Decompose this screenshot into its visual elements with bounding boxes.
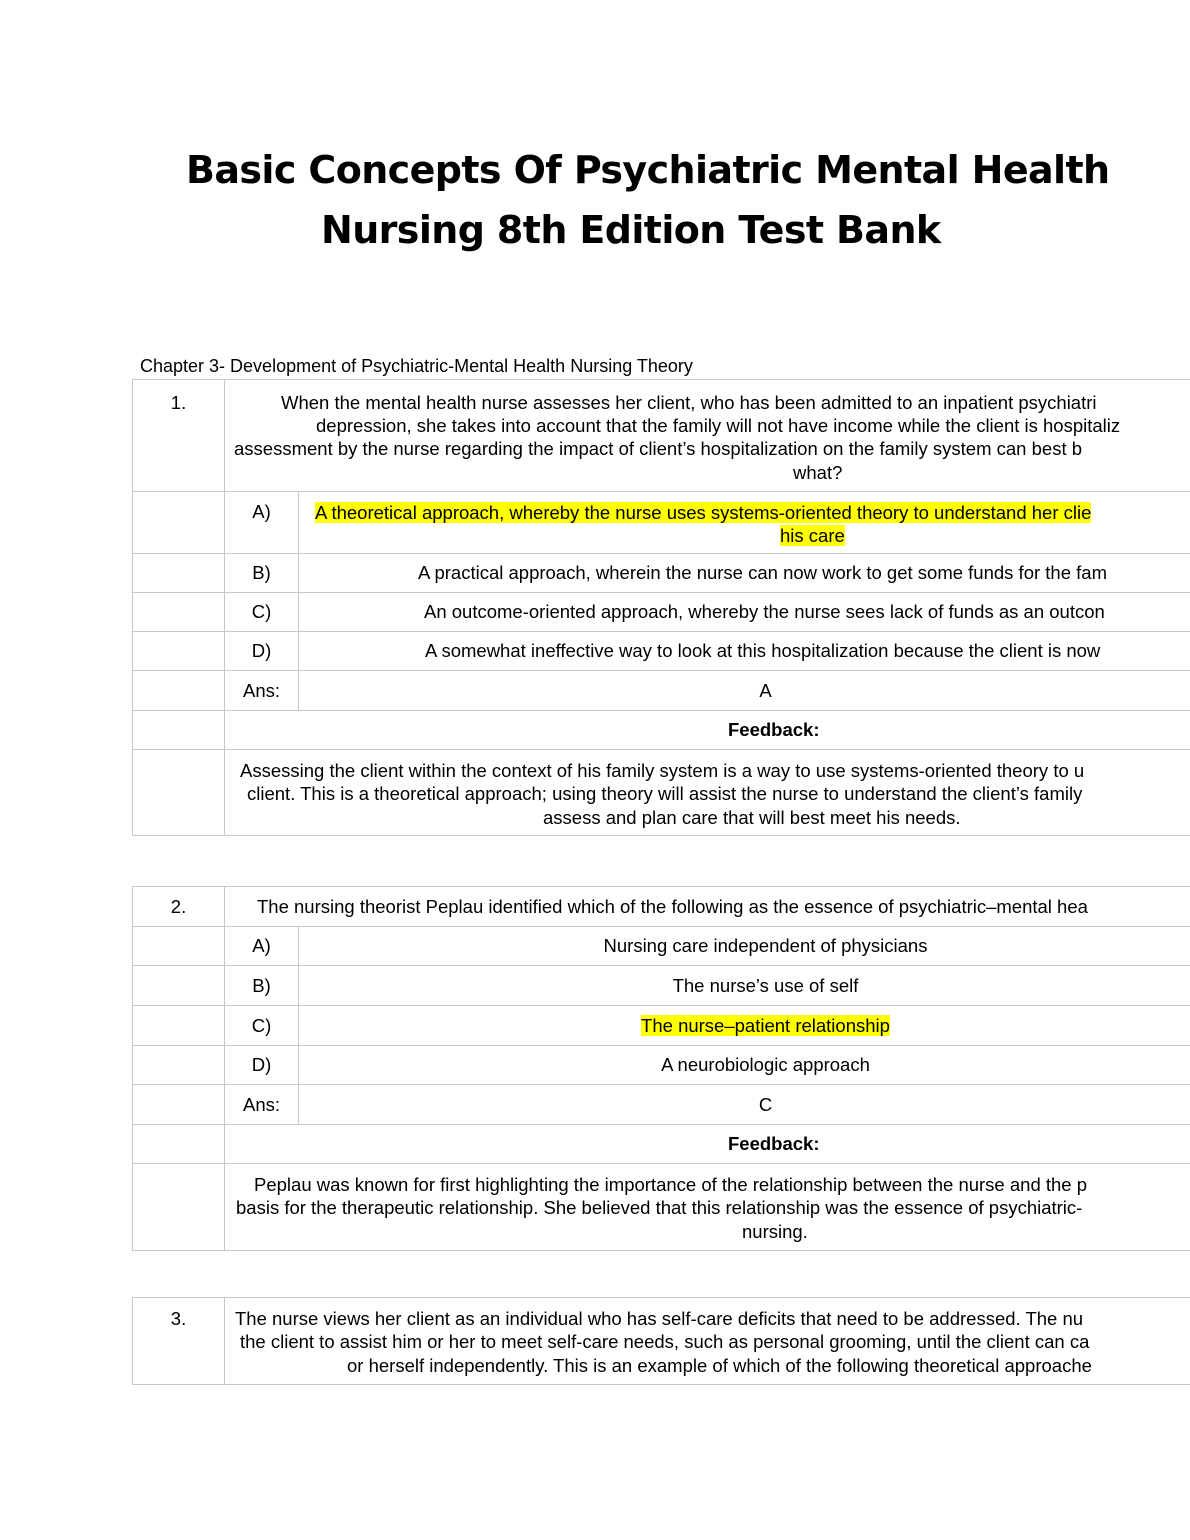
question-number: 1. xyxy=(133,380,225,492)
stem-line: The nurse views her client as an individual who has self-care deficits that need to be addressed. The nu xyxy=(235,1308,1084,1329)
option-row xyxy=(133,593,1190,632)
feedback-line: assess and plan care that will best meet his needs. xyxy=(543,807,961,828)
option-letter: D) xyxy=(225,632,299,671)
feedback-row xyxy=(133,1164,1190,1251)
option-text: The nurse’s use of self xyxy=(299,966,1190,1006)
option-letter: A) xyxy=(225,927,299,966)
question-number: 2. xyxy=(133,887,225,927)
question-table-1 xyxy=(132,379,1190,836)
option-text: A neurobiologic approach xyxy=(299,1046,1190,1085)
option-letter: B) xyxy=(225,966,299,1006)
option-letter: B) xyxy=(225,554,299,593)
question-table-3 xyxy=(132,1297,1190,1385)
feedback-label: Feedback: xyxy=(225,1125,1190,1164)
feedback-row xyxy=(133,750,1190,836)
feedback-line: Assessing the client within the context of his family system is a way to use systems-oriented theory to u xyxy=(240,760,1085,781)
answer-row xyxy=(133,1085,1190,1125)
option-row xyxy=(133,1046,1190,1085)
question-table-2 xyxy=(132,886,1190,1251)
stem-line: what? xyxy=(793,462,843,483)
answer-label: Ans: xyxy=(225,1085,299,1125)
feedback-text xyxy=(225,750,1190,836)
title-line-2: Nursing 8th Edition Test Bank xyxy=(321,208,941,252)
question-stem xyxy=(225,1298,1190,1385)
question-number: 3. xyxy=(133,1298,225,1385)
feedback-text xyxy=(225,1164,1190,1251)
stem-line: When the mental health nurse assesses her client, who has been admitted to an inpatient psychiatri xyxy=(281,392,1097,413)
feedback-heading-row xyxy=(133,1125,1190,1164)
question-stem xyxy=(225,380,1190,492)
question-row xyxy=(133,887,1190,927)
option-text-highlighted: A theoretical approach, whereby the nurse uses systems-oriented theory to understand her clie xyxy=(315,502,1092,523)
feedback-line: basis for the therapeutic relationship. She believed that this relationship was the essence of psychiatric- xyxy=(236,1197,1083,1218)
option-text: A somewhat ineffective way to look at this hospitalization because the client is now xyxy=(299,632,1190,671)
question-stem: The nursing theorist Peplau identified which of the following as the essence of psychiatric–mental hea xyxy=(225,887,1190,927)
option-letter: C) xyxy=(225,593,299,632)
answer-row xyxy=(133,671,1190,711)
chapter-heading: Chapter 3- Development of Psychiatric-Mental Health Nursing Theory xyxy=(140,356,693,376)
option-text: An outcome-oriented approach, whereby the nurse sees lack of funds as an outcon xyxy=(299,593,1190,632)
option-text-highlighted: The nurse–patient relationship xyxy=(641,1014,890,1036)
title-line-1: Basic Concepts Of Psychiatric Mental Health xyxy=(186,148,1110,192)
stem-line: the client to assist him or her to meet self-care needs, such as personal grooming, until the client can ca xyxy=(240,1331,1090,1352)
option-text: A practical approach, wherein the nurse can now work to get some funds for the fam xyxy=(299,554,1190,593)
option-letter: D) xyxy=(225,1046,299,1085)
feedback-line: client. This is a theoretical approach; using theory will assist the nurse to understand the client’s family xyxy=(247,783,1083,804)
option-letter: C) xyxy=(225,1006,299,1046)
feedback-heading-row xyxy=(133,711,1190,750)
option-row xyxy=(133,1006,1190,1046)
option-text xyxy=(299,492,1190,554)
option-text xyxy=(299,1006,1190,1046)
stem-line: depression, she takes into account that the family will not have income while the client is hospitaliz xyxy=(316,415,1121,436)
answer-value: C xyxy=(299,1085,1190,1125)
stem-line: or herself independently. This is an example of which of the following theoretical approache xyxy=(347,1355,1092,1376)
feedback-label: Feedback: xyxy=(225,711,1190,750)
option-row xyxy=(133,554,1190,593)
answer-value: A xyxy=(299,671,1190,711)
feedback-line: nursing. xyxy=(742,1221,808,1242)
question-row xyxy=(133,380,1190,492)
option-row xyxy=(133,632,1190,671)
option-row xyxy=(133,927,1190,966)
option-text-highlighted: his care xyxy=(780,525,845,546)
option-text: Nursing care independent of physicians xyxy=(299,927,1190,966)
option-row xyxy=(133,492,1190,554)
option-row xyxy=(133,966,1190,1006)
question-row xyxy=(133,1298,1190,1385)
answer-label: Ans: xyxy=(225,671,299,711)
stem-line: assessment by the nurse regarding the impact of client’s hospitalization on the family system can best b xyxy=(234,438,1083,459)
option-letter: A) xyxy=(225,492,299,554)
feedback-line: Peplau was known for first highlighting the importance of the relationship between the nurse and the p xyxy=(254,1174,1088,1195)
